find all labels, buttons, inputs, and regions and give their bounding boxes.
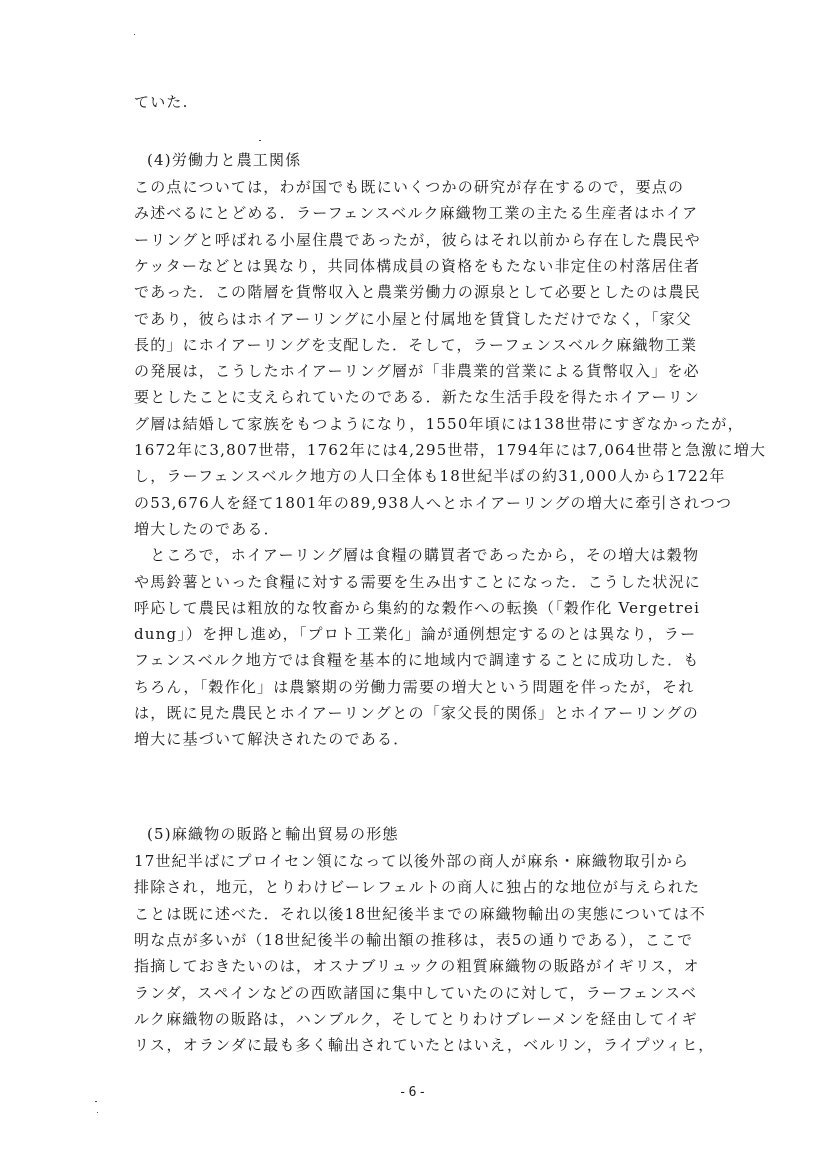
- text-line: フェンスベルク地方では食糧を基本的に地域内で調達することに成功した．も: [134, 651, 700, 670]
- text-line: の発展は，こうしたホイアーリング層が「非農業的営業による貨幣収入」を必: [134, 362, 700, 381]
- text-line: ケッターなどとは異なり，共同体構成員の資格をもたない非定住の村落居住者: [134, 256, 701, 275]
- text-line: dung」）を押し進め，「プロト工業化」論が通例想定するのとは異なり，ラー: [134, 625, 697, 644]
- scan-speck: [134, 34, 135, 35]
- text-line: 増大に基づいて解決されたのである．: [134, 730, 410, 749]
- text-line: 長的」にホイアーリングを支配した．そして，ラーフェンスベルク麻織物工業: [134, 335, 698, 354]
- text-line: ちろん，「穀作化」は農繁期の労働力需要の増大という問題を伴ったが，それ: [134, 677, 695, 696]
- scan-speck: [95, 1101, 97, 1102]
- text-line: ーリングと呼ばれる小屋住農であったが，彼らはそれ以前から存在した農民や: [134, 230, 701, 249]
- text-line: グ層は結婚して家族をもつようになり，1550年頃には138世帯にすぎなかったが，: [134, 414, 744, 433]
- text-line: であり，彼らはホイアーリングに小屋と付属地を賃貸しただけでなく，「家父: [134, 309, 693, 328]
- text-line: 呼応して農民は粗放的な牧畜から集約的な穀作への転換（「穀作化 Vergetrei: [134, 598, 701, 617]
- scan-speck: [97, 1112, 98, 1113]
- section-heading: (5)麻織物の販路と輸出貿易の形態: [147, 825, 399, 843]
- text-line: や馬鈴薯といった食糧に対する需要を生み出すことになった．こうした状況に: [134, 572, 702, 591]
- text-line: 排除され，地元，とりわけビーレフェルトの商人に独占的な地位が与えられた: [134, 878, 701, 897]
- text-line: ところで，ホイアーリング層は食糧の購買者であったから，その増大は穀物: [134, 546, 700, 565]
- text-line: ことは既に述べた．それ以後18世紀後半までの麻織物輸出の実態については不: [134, 904, 706, 923]
- section-heading: (4)労働力と農工関係: [147, 151, 302, 169]
- text-line: み述べるにとどめる．ラーフェンスベルク麻織物工業の主たる生産者はホイア: [134, 204, 699, 223]
- text-line: し，ラーフェンスベルク地方の人口全体も18世紀半ばの約31,000人から1722年: [134, 467, 726, 486]
- text-line: 増大したのである．: [134, 519, 280, 538]
- text-line: 明な点が多いが（18世紀後半の輸出額の推移は，表5の通りである），ここで: [134, 930, 694, 949]
- text-line: 要としたことに支えられていたのである．新たな生活手段を得たホイアーリン: [134, 388, 701, 407]
- text-line: ルク麻織物の販路は，ハンブルク，そしてとりわけブレーメンを経由してイギ: [134, 1009, 698, 1028]
- text-line: 指摘しておきたいのは，オスナブリュックの粗質麻織物の販路がイギリス，オ: [134, 957, 700, 976]
- page-number: -6-: [398, 1085, 429, 1100]
- text-line: 17世紀半ばにプロイセン領になって以後外部の商人が麻糸・麻織物取引から: [134, 852, 690, 870]
- scan-speck: [259, 140, 261, 141]
- text-line: この点については，わが国でも既にいくつかの研究が存在するので，要点の: [134, 178, 685, 196]
- text-line: リス，オランダに最も多く輸出されていたとはいえ，ベルリン，ライプツィヒ，: [134, 1036, 715, 1055]
- text-line: であった．この階層を貨幣収入と農業労働力の源泉として必要としたのは農民: [134, 283, 701, 302]
- text-line: の53,676人を経て1801年の89,938人へとホイアーリングの増大に牽引されつつ: [134, 493, 733, 512]
- text-line: ランダ，スペインなどの西欧諸国に集中していたのに対して，ラーフェンスベ: [134, 983, 698, 1002]
- text-line: は，既に見た農民とホイアーリングとの「家父長的関係」とホイアーリングの: [134, 704, 699, 722]
- text-line: 1672年に3,807世帯，1762年には4,295世帯，1794年には7,064世帯と急激に増大: [134, 441, 767, 459]
- text-line: ていた.: [134, 93, 189, 111]
